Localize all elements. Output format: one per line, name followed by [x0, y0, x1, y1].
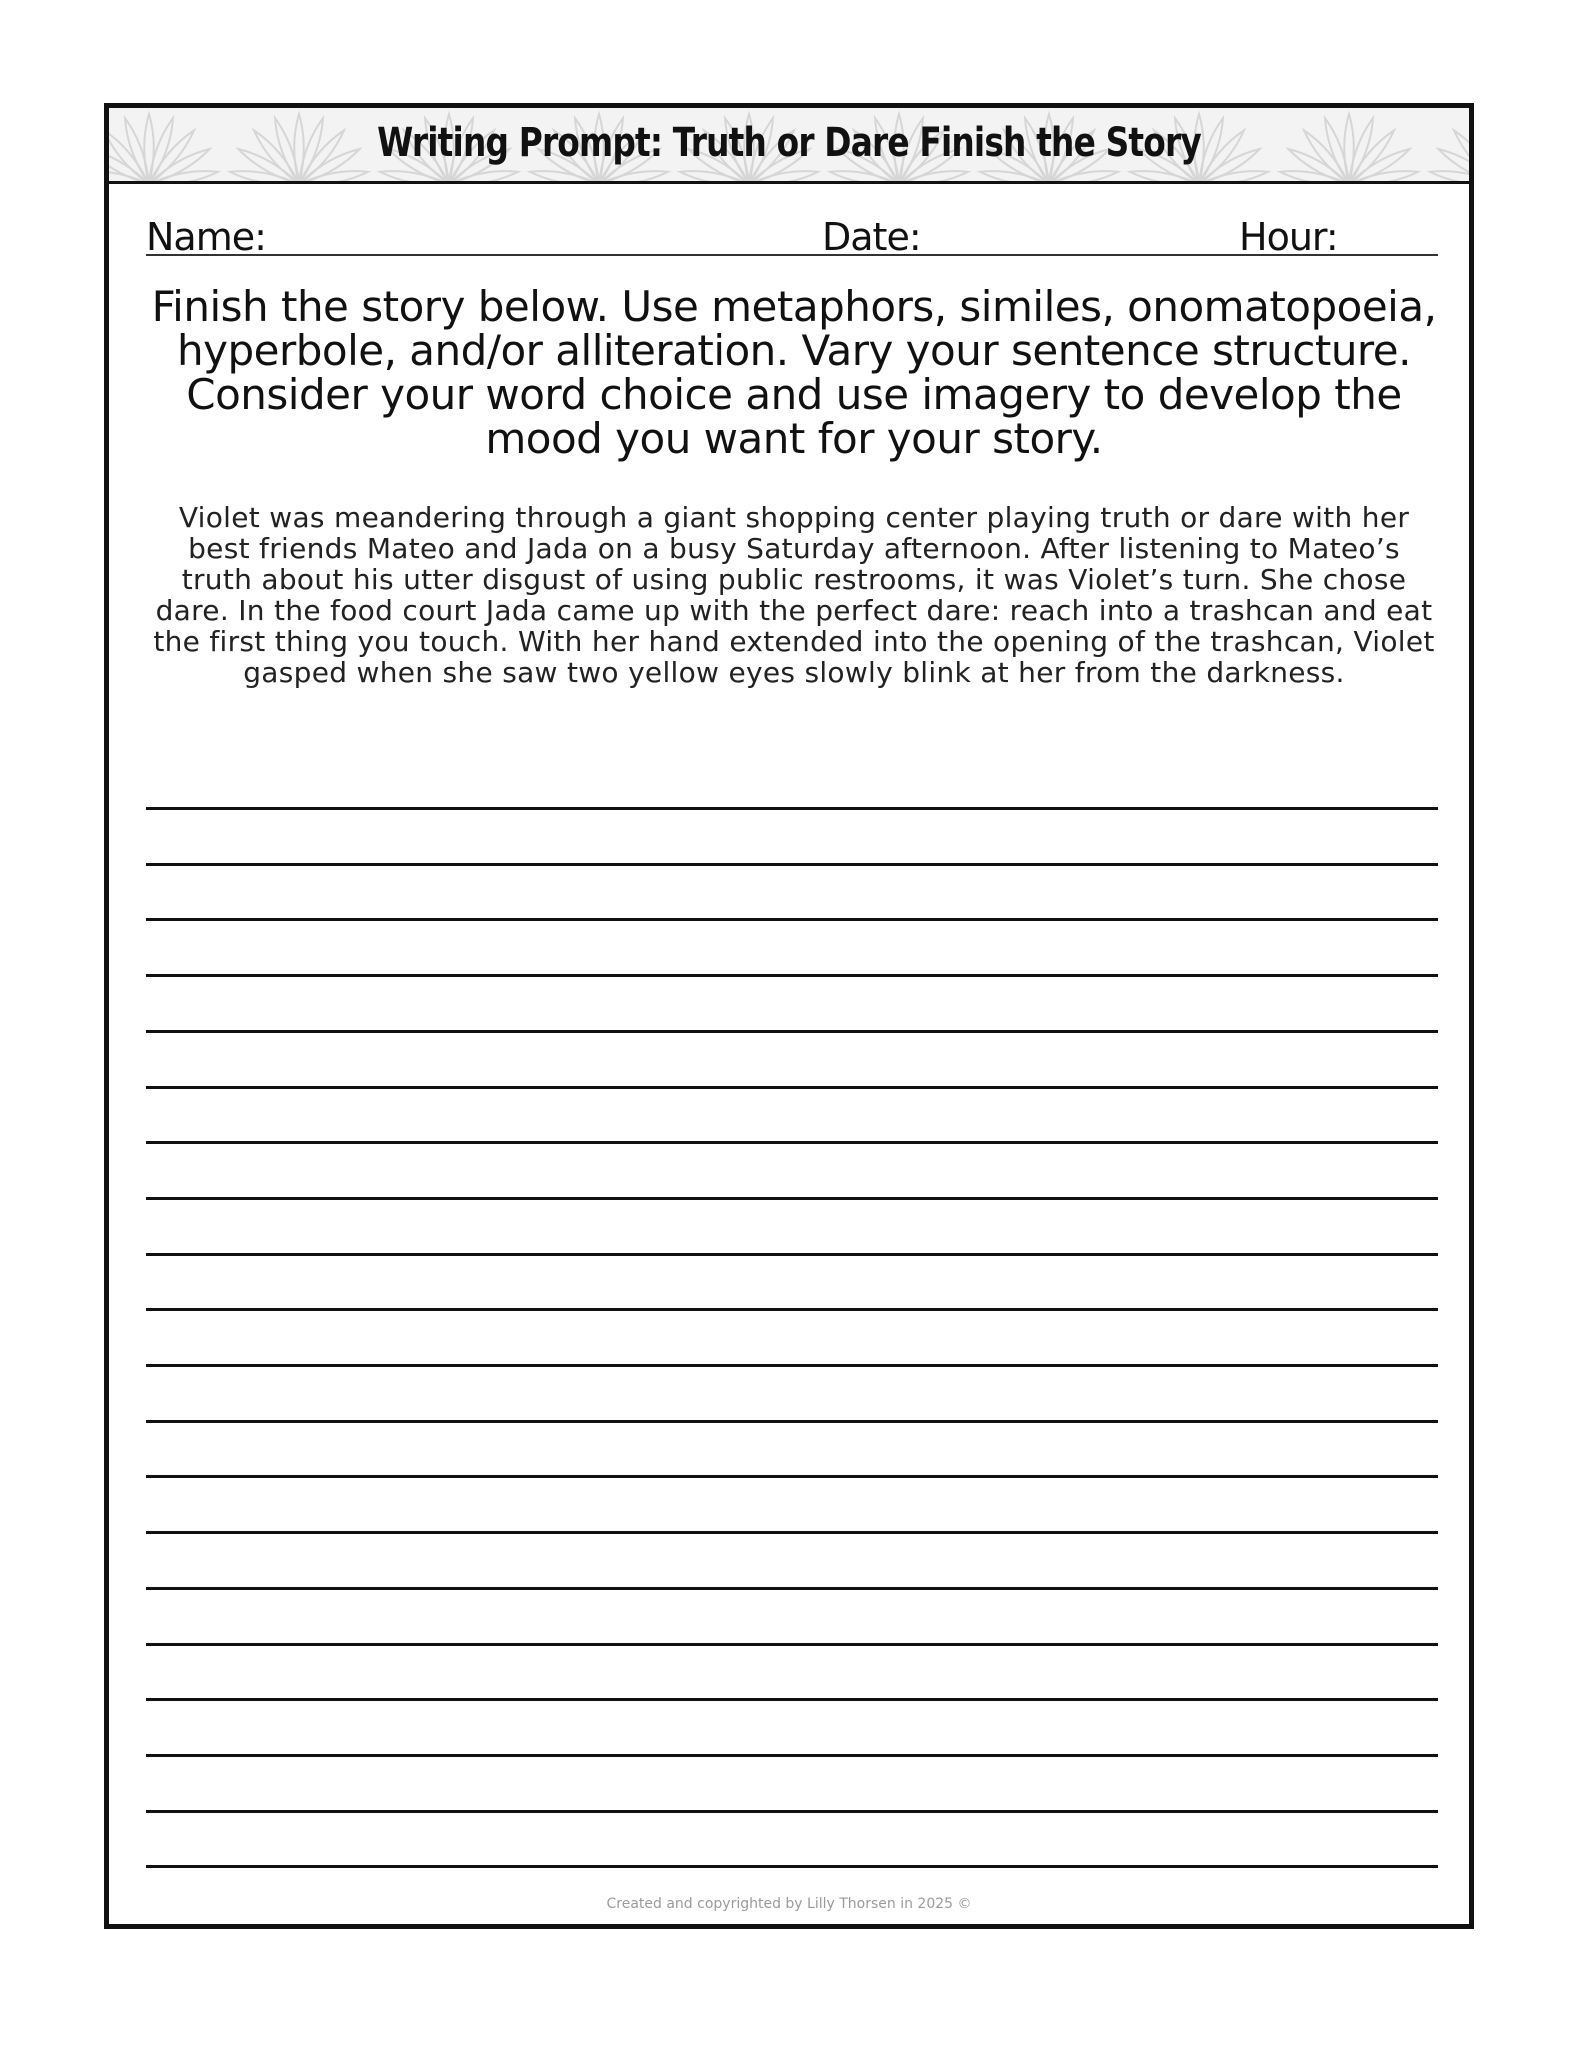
writing-line: [146, 1643, 1438, 1646]
student-info-row: [146, 206, 1438, 259]
writing-line: [146, 1141, 1438, 1144]
writing-line: [146, 1030, 1438, 1033]
writing-line: [146, 974, 1438, 977]
worksheet-frame: [104, 103, 1474, 1929]
instructions-text: Finish the story below. Use metaphors, similes, onomatopoeia, hyperbole, and/or alliteration. Vary your sentence structure. Consider your word choice and use imagery to develop the mood you want for your story.: [151, 282, 1437, 463]
page-title: Writing Prompt: Truth or Dare Finish the Story: [377, 120, 1201, 166]
writing-line: [146, 1587, 1438, 1590]
writing-line: [146, 863, 1438, 866]
writing-line: [146, 1364, 1438, 1367]
story-prompt-text: Violet was meandering through a giant shopping center playing truth or dare with her best friends Mateo and Jada on a busy Saturday afternoon. After listening to Mateo’s truth about his utter disgust of using public restrooms, it was Violet’s turn. She chose dare. In the food court Jada came up with the perfect dare: reach into a trashcan and eat the first thing you touch. With her hand extended into the opening of the trashcan, Violet gasped when she saw two yellow eyes slowly blink at her from the darkness.: [153, 501, 1435, 689]
writing-line: [146, 1754, 1438, 1757]
writing-line: [146, 1086, 1438, 1089]
date-field-label: Date:: [822, 215, 921, 259]
writing-line: [146, 1475, 1438, 1478]
writing-line: [146, 918, 1438, 921]
writing-line: [146, 1698, 1438, 1701]
writing-line: [146, 1865, 1438, 1868]
writing-line: [146, 1253, 1438, 1256]
writing-line: [146, 1810, 1438, 1813]
writing-line: [146, 807, 1438, 810]
name-field-label: Name:: [146, 215, 266, 259]
writing-line: [146, 1531, 1438, 1534]
copyright-footer: Created and copyrighted by Lilly Thorsen in 2025 ©: [606, 1896, 972, 1912]
writing-line: [146, 1308, 1438, 1311]
title-banner: [109, 108, 1469, 184]
hour-field-label: Hour:: [1239, 215, 1338, 259]
writing-line: [146, 1420, 1438, 1423]
writing-line: [146, 1197, 1438, 1200]
